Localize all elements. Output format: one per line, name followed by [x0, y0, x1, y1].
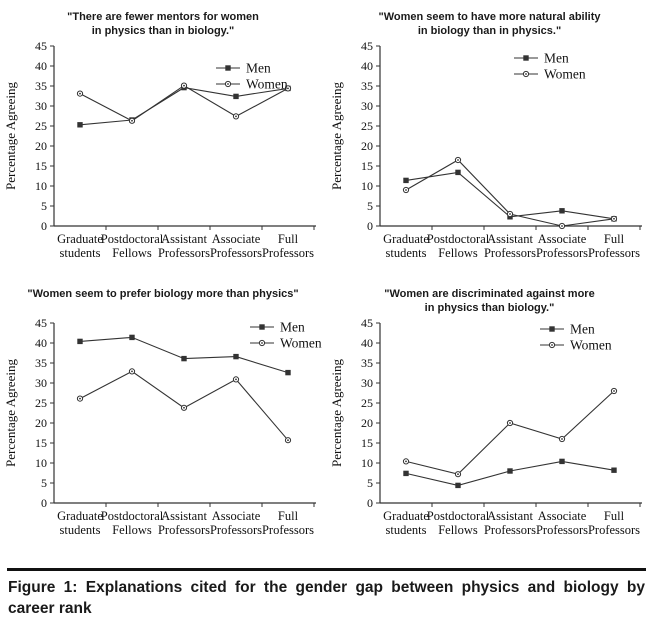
legend: [514, 51, 586, 82]
x-category-label: Professors: [535, 246, 589, 260]
series-women: [77, 369, 290, 443]
legend: [216, 61, 288, 92]
y-tick-label: 30: [35, 376, 47, 390]
y-tick-label: 10: [361, 456, 373, 470]
marker-circle: [403, 187, 408, 192]
axes: [329, 40, 642, 260]
y-tick-label: 45: [35, 40, 47, 53]
x-category-label: Full: [277, 232, 299, 246]
x-category-label: Assistant: [161, 232, 207, 246]
x-category-label: Professors: [209, 523, 263, 537]
marker-circle: [285, 438, 290, 443]
y-tick-label: 15: [35, 436, 47, 450]
chart-natural-ability: [326, 0, 653, 283]
y-tick-label: 20: [35, 416, 47, 430]
y-axis-title: Percentage Agreeing: [329, 82, 344, 190]
x-category-label: Full: [603, 232, 625, 246]
marker-circle: [455, 157, 460, 162]
chart-discrimination: [326, 283, 653, 566]
y-axis-title: Percentage Agreeing: [329, 359, 344, 467]
marker-square: [455, 170, 460, 175]
marker-circle: [129, 118, 134, 123]
x-category-label: Assistant: [161, 509, 207, 523]
y-tick-label: 15: [361, 436, 373, 450]
legend-label-men: Men: [280, 319, 305, 335]
x-category-label: students: [59, 246, 101, 260]
y-tick-label: 15: [35, 159, 47, 173]
marker-circle: [77, 396, 82, 401]
marker-circle: [455, 472, 460, 477]
y-tick-label: 40: [361, 59, 373, 73]
marker-square: [549, 326, 554, 331]
marker-square: [559, 459, 564, 464]
x-category-label: Professors: [209, 246, 263, 260]
axes: [3, 317, 316, 537]
legend: [250, 320, 322, 351]
x-category-label: Associate: [211, 232, 261, 246]
marker-circle: [129, 369, 134, 374]
chart-plot-fewer-mentors: [2, 40, 322, 262]
marker-square: [233, 354, 238, 359]
x-category-label: Professors: [535, 523, 589, 537]
marker-circle: [403, 459, 408, 464]
y-axis-title: Percentage Agreeing: [3, 82, 18, 190]
legend-label-women: Women: [246, 76, 288, 92]
x-category-label: Professors: [483, 246, 537, 260]
x-category-label: Fellows: [112, 523, 152, 537]
marker-square: [559, 208, 564, 213]
y-tick-label: 5: [41, 199, 47, 213]
marker-square: [403, 471, 408, 476]
y-tick-label: 35: [35, 79, 47, 93]
marker-square: [523, 55, 528, 60]
y-tick-label: 40: [361, 336, 373, 350]
chart-title-line-2: in physics than in biology.": [91, 25, 235, 37]
marker-circle: [181, 83, 186, 88]
marker-square: [233, 94, 238, 99]
x-category-label: students: [59, 523, 101, 537]
x-category-label: Graduate: [57, 232, 103, 246]
marker-circle: [233, 377, 238, 382]
chart-title-line-1: "Women are discriminated against more: [384, 288, 595, 300]
y-tick-label: 5: [41, 476, 47, 490]
series-men: [77, 335, 290, 376]
marker-square: [77, 122, 82, 127]
marker-circle: [611, 216, 616, 221]
marker-circle: [233, 114, 238, 119]
x-category-label: Professors: [587, 523, 641, 537]
marker-square: [611, 468, 616, 473]
chart-plot-prefer-biology: [2, 317, 322, 539]
chart-fewer-mentors: [0, 0, 326, 283]
legend-label-women: Women: [570, 337, 612, 353]
x-category-label: Professors: [587, 246, 641, 260]
chart-title-line-1: "There are fewer mentors for women: [67, 11, 259, 23]
y-tick-label: 45: [35, 317, 47, 330]
x-category-label: Professors: [157, 523, 211, 537]
y-tick-label: 40: [35, 59, 47, 73]
y-tick-label: 40: [35, 336, 47, 350]
y-tick-label: 10: [361, 179, 373, 193]
x-category-label: Professors: [157, 246, 211, 260]
x-category-label: Professors: [483, 523, 537, 537]
x-category-label: Graduate: [57, 509, 103, 523]
chart-title-fewer-mentors: [0, 10, 326, 38]
x-category-label: Graduate: [383, 509, 429, 523]
marker-square: [77, 339, 82, 344]
marker-circle: [507, 420, 512, 425]
x-category-label: Associate: [537, 232, 587, 246]
y-tick-label: 0: [41, 219, 47, 233]
x-category-label: students: [385, 523, 427, 537]
x-category-label: Postdoctoral: [426, 509, 490, 523]
chart-prefer-biology: [0, 283, 326, 566]
y-tick-label: 25: [35, 396, 47, 410]
chart-title-line-2: in biology than in physics.": [417, 25, 562, 37]
marker-circle: [559, 223, 564, 228]
x-category-label: Postdoctoral: [100, 509, 164, 523]
marker-square: [403, 178, 408, 183]
marker-circle: [549, 342, 554, 347]
chart-title-natural-ability: [326, 10, 653, 38]
series-men: [403, 459, 616, 488]
legend-label-women: Women: [280, 335, 322, 351]
x-category-label: Professors: [261, 523, 315, 537]
legend-label-men: Men: [246, 60, 271, 76]
series-women: [403, 388, 616, 476]
x-category-label: Assistant: [487, 232, 533, 246]
x-category-label: Full: [277, 509, 299, 523]
marker-square: [181, 356, 186, 361]
marker-square: [259, 324, 264, 329]
x-category-label: Postdoctoral: [426, 232, 490, 246]
y-tick-label: 5: [367, 476, 373, 490]
marker-circle: [225, 81, 230, 86]
x-category-label: Fellows: [438, 523, 478, 537]
y-tick-label: 20: [361, 139, 373, 153]
marker-circle: [259, 340, 264, 345]
y-tick-label: 30: [35, 99, 47, 113]
chart-title-line-1: "Women seem to have more natural ability: [378, 11, 601, 23]
y-tick-label: 35: [361, 356, 373, 370]
marker-square: [285, 370, 290, 375]
x-category-label: Postdoctoral: [100, 232, 164, 246]
y-tick-label: 25: [35, 119, 47, 133]
chart-title-line-2: in physics than biology.": [424, 302, 555, 314]
y-tick-label: 20: [35, 139, 47, 153]
chart-title-prefer-biology: [0, 287, 326, 315]
x-category-label: Graduate: [383, 232, 429, 246]
y-tick-label: 35: [361, 79, 373, 93]
figure-caption: Figure 1: Explanations cited for the gender gap between physics and biology by career rank: [8, 579, 645, 617]
x-category-label: Full: [603, 509, 625, 523]
chart-title-line-1: "Women seem to prefer biology more than physics": [27, 288, 299, 300]
y-axis-title: Percentage Agreeing: [3, 359, 18, 467]
marker-square: [507, 468, 512, 473]
x-category-label: Assistant: [487, 509, 533, 523]
y-tick-label: 30: [361, 99, 373, 113]
marker-square: [455, 483, 460, 488]
y-tick-label: 45: [361, 40, 373, 53]
y-tick-label: 0: [41, 496, 47, 510]
marker-circle: [611, 388, 616, 393]
legend-label-men: Men: [570, 321, 595, 337]
y-tick-label: 0: [367, 496, 373, 510]
marker-square: [225, 65, 230, 70]
y-tick-label: 35: [35, 356, 47, 370]
x-category-label: students: [385, 246, 427, 260]
y-tick-label: 10: [35, 456, 47, 470]
marker-circle: [507, 211, 512, 216]
chart-title-discrimination: [326, 287, 653, 315]
legend-label-women: Women: [544, 66, 586, 82]
marker-circle: [181, 405, 186, 410]
chart-plot-discrimination: [328, 317, 648, 539]
y-tick-label: 25: [361, 119, 373, 133]
x-category-label: Fellows: [438, 246, 478, 260]
legend: [540, 322, 612, 353]
y-tick-label: 10: [35, 179, 47, 193]
y-tick-label: 45: [361, 317, 373, 330]
x-category-label: Professors: [261, 246, 315, 260]
x-category-label: Associate: [537, 509, 587, 523]
y-tick-label: 15: [361, 159, 373, 173]
marker-circle: [523, 71, 528, 76]
caption-divider: [7, 568, 646, 571]
y-tick-label: 0: [367, 219, 373, 233]
y-tick-label: 5: [367, 199, 373, 213]
marker-square: [129, 335, 134, 340]
legend-label-men: Men: [544, 50, 569, 66]
x-category-label: Fellows: [112, 246, 152, 260]
y-tick-label: 30: [361, 376, 373, 390]
chart-plot-natural-ability: [328, 40, 648, 262]
y-tick-label: 25: [361, 396, 373, 410]
marker-circle: [559, 436, 564, 441]
marker-circle: [77, 91, 82, 96]
x-category-label: Associate: [211, 509, 261, 523]
y-tick-label: 20: [361, 416, 373, 430]
